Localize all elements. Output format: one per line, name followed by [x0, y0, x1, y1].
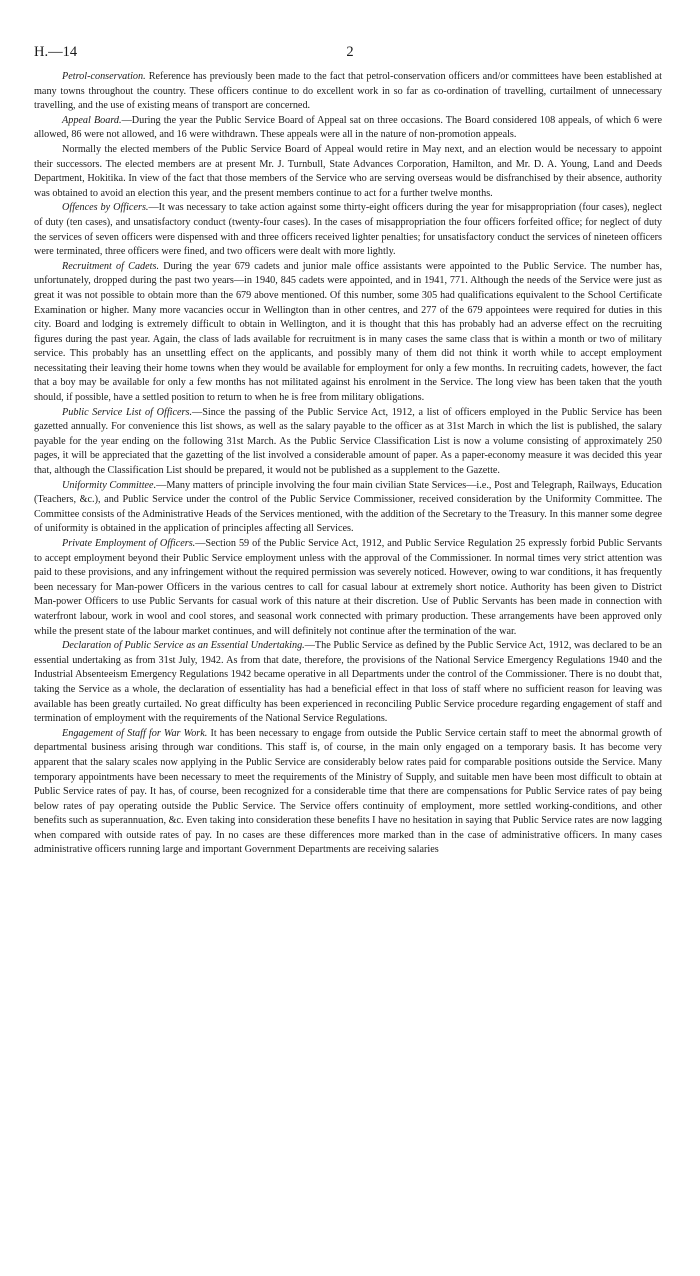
paragraph-text: —Many matters of principle involving the four main civilian State Services—i.e., Post and Telegraph, Railways, Education (Teachers, &c.), and Public Service under the control of the Public Service Commissioner, received consideration by the Uniformity Committee. The Committee consists of the Administrative Heads of the Services mentioned, with the addition of the Secretary to the Treasury. In this manner some degree of uniformity is obtained in the application of principles affecting all Services.: [34, 479, 662, 535]
paragraph: [34, 260, 662, 406]
paragraph: [34, 143, 662, 201]
paragraph: [34, 70, 662, 114]
paragraph-heading: Public Service List of Officers.: [62, 406, 193, 418]
paragraph-text: It has been necessary to engage from outside the Public Service certain staff to meet the abnormal growth of departmental business arising through war conditions. This staff is, of course, in the main only engaged on a temporary basis. It has become very apparent that the salary scales now applying in the Public Service are considerably below rates paid for comparable positions outside the Service. Many temporary appointments have been necessary to meet the requirements of the Ministry of Supply, and suitable men have been most difficult to obtain at Public Service rates of pay. It has, of course, been recognized for a considerable time that there are compensations for Public Service rates of pay being below rates of pay operating outside the Public Service. The Service offers continuity of employment, more settled working-conditions, and other benefits such as superannuation, &c. Even taking into consideration these benefits I have no hesitation in saying that Public Service rates are now lagging when compared with outside rates of pay. In no cases are these differences more marked than in the case of administrative officers. In many cases administrative officers running large and important Government Departments are receiving salaries: [34, 727, 662, 856]
paragraph-heading: Recruitment of Cadets.: [62, 260, 159, 272]
paragraph-text: —Since the passing of the Public Service Act, 1912, a list of officers employed in the Public Service has been gazetted annually. For convenience this list shows, as well as the salary payable to the officer as at 31st March in which the list is published, the salary payable for the year ending on the following 31st March. As the Public Service Classification List is now a volume consisting of approximately 250 pages, it will be appreciated that the gazetting of the list involved a considerable amount of paper. As a paper-economy measure it was decided this year that, although the Classification List should be prepared, it would not be published as a supplement to the Gazette.: [34, 406, 662, 477]
paragraph: [34, 479, 662, 537]
paragraph: [34, 114, 662, 143]
paragraph-heading: Engagement of Staff for War Work.: [62, 727, 208, 739]
paragraph: [34, 727, 662, 858]
paragraph-text: Normally the elected members of the Public Service Board of Appeal would retire in May next, and an election would be necessary to appoint their successors. The elected members are at present Mr. J. Turnbull, State Advances Corporation, Hamilton, and Mr. D. A. Young, Land and Deeds Department, Hokitika. In view of the fact that those members of the Service who are serving overseas would be disfranchised by their absence, authority was obtained to avoid an election this year, and the present members continue to act for a further twelve months.: [34, 143, 662, 199]
paragraph: [34, 201, 662, 259]
report-reference: H.—14: [34, 44, 78, 60]
paragraph-heading: Private Employment of Officers.: [62, 538, 196, 549]
paragraph-heading: Appeal Board.: [62, 114, 122, 126]
paragraph-heading: Declaration of Public Service as an Essential Undertaking.: [62, 640, 305, 652]
body-text: [34, 70, 662, 858]
paragraph: [34, 537, 662, 639]
paragraph-heading: Uniformity Committee.: [62, 479, 157, 491]
page-number: 2: [346, 44, 354, 60]
paragraph-text: During the year 679 cadets and junior male office assistants were appointed to the Public Service. The number has, unfortunately, dropped during the past two years—in 1940, 845 cadets were appointed, and in 1941, 771. Although the needs of the Service were just as great it was not possible to obtain more than the 679 above mentioned. Of this number, some 305 had qualifications equivalent to the School Certificate Examination or higher. Many more vacancies occur in Wellington than in other centres, and 277 of the 679 appointees were required for duties in this city. Board and lodging is extremely difficult to obtain in Wellington, and it is thought that this has probably had an adverse effect on the recruiting figures during the past year. Again, the class of lads available for recruitment is in many cases the same class that is within a month or two of military service. This probably has an unsettling effect on the applicants, and possibly many of them did not think it worth while to accept employment necessitating their leaving their home towns when they would be available for employment for only a few months. In recruiting cadets, however, the fact that a boy may be available for only a few months has not militated against his enrolment in the Service. The long view has been taken that the youth should, if possible, have a settled position to return to when he is free from military obligations.: [34, 260, 662, 404]
paragraph-heading: Offences by Officers.: [62, 202, 149, 214]
paragraph-heading: Petrol-conservation.: [62, 71, 146, 82]
paragraph-text: Reference has previously been made to the fact that petrol-conservation officers and/or committees have been established at many towns throughout the country. These officers continue to do excellent work in so far as co-ordination of travelling, curtailment of unnecessary travelling, and the use of existing means of transport are concerned.: [34, 71, 662, 112]
paragraph: [34, 406, 662, 479]
paragraph: [34, 639, 662, 727]
paragraph-text: —During the year the Public Service Board of Appeal sat on three occasions. The Board considered 108 appeals, of which 6 were allowed, 86 were not allowed, and 16 were withdrawn. These appeals were all in the nature of non-promotion appeals.: [34, 114, 662, 141]
paragraph-text: —It was necessary to take action against some thirty-eight officers during the year for misappropriation (four cases), neglect of duty (ten cases), and unsatisfactory conduct (twenty-four cases). In the cases of misappropriation the four officers forfeited office; for neglect of duty the services of seven officers were dispensed with and three officers received lighter penalties; for unsatisfactory conduct the services of nineteen officers were terminated, three officers were fined, and two officers were dealt with more lightly.: [34, 202, 662, 258]
paragraph-text: —Section 59 of the Public Service Act, 1912, and Public Service Regulation 25 expressly forbid Public Servants to accept employment beyond their Public Service employment unless with the approval of the Commissioner. In normal times very strict attention was paid to these provisions, and any infringement without the required permission was severely noticed. However, owing to war conditions, it has frequently been necessary for Man-power Officers in the various centres to call for casual labour at extremely short notice. Authority has been given to District Man-power Officers to use Public Servants for casual work of this nature at their discretion. Use of Public Servants has been made in connection with waterfront labour, work in wool and cool stores, and seasonal work connected with primary production. These arrangements have been approved only while the present state of the labour market continues, and will definitely not continue after the termination of the war.: [34, 538, 662, 637]
paragraph-text: —The Public Service as defined by the Public Service Act, 1912, was declared to be an essential undertaking as from 31st July, 1942. As from that date, therefore, the provisions of the National Service Emergency Regulations 1940 and the Industrial Absenteeism Emergency Regulations 1942 became operative in all Departments under the control of the Commissioner. There is no doubt that, taking the Service as a whole, the declaration of essentiality has had a beneficial effect in that loss of staff where no sufficient reason for leaving was available has been greatly curtailed. No great difficulty has been experienced in reconciling Public Service procedure regarding engagement of staff and termination of employment with the requirements of the National Service Regulations.: [34, 640, 662, 725]
